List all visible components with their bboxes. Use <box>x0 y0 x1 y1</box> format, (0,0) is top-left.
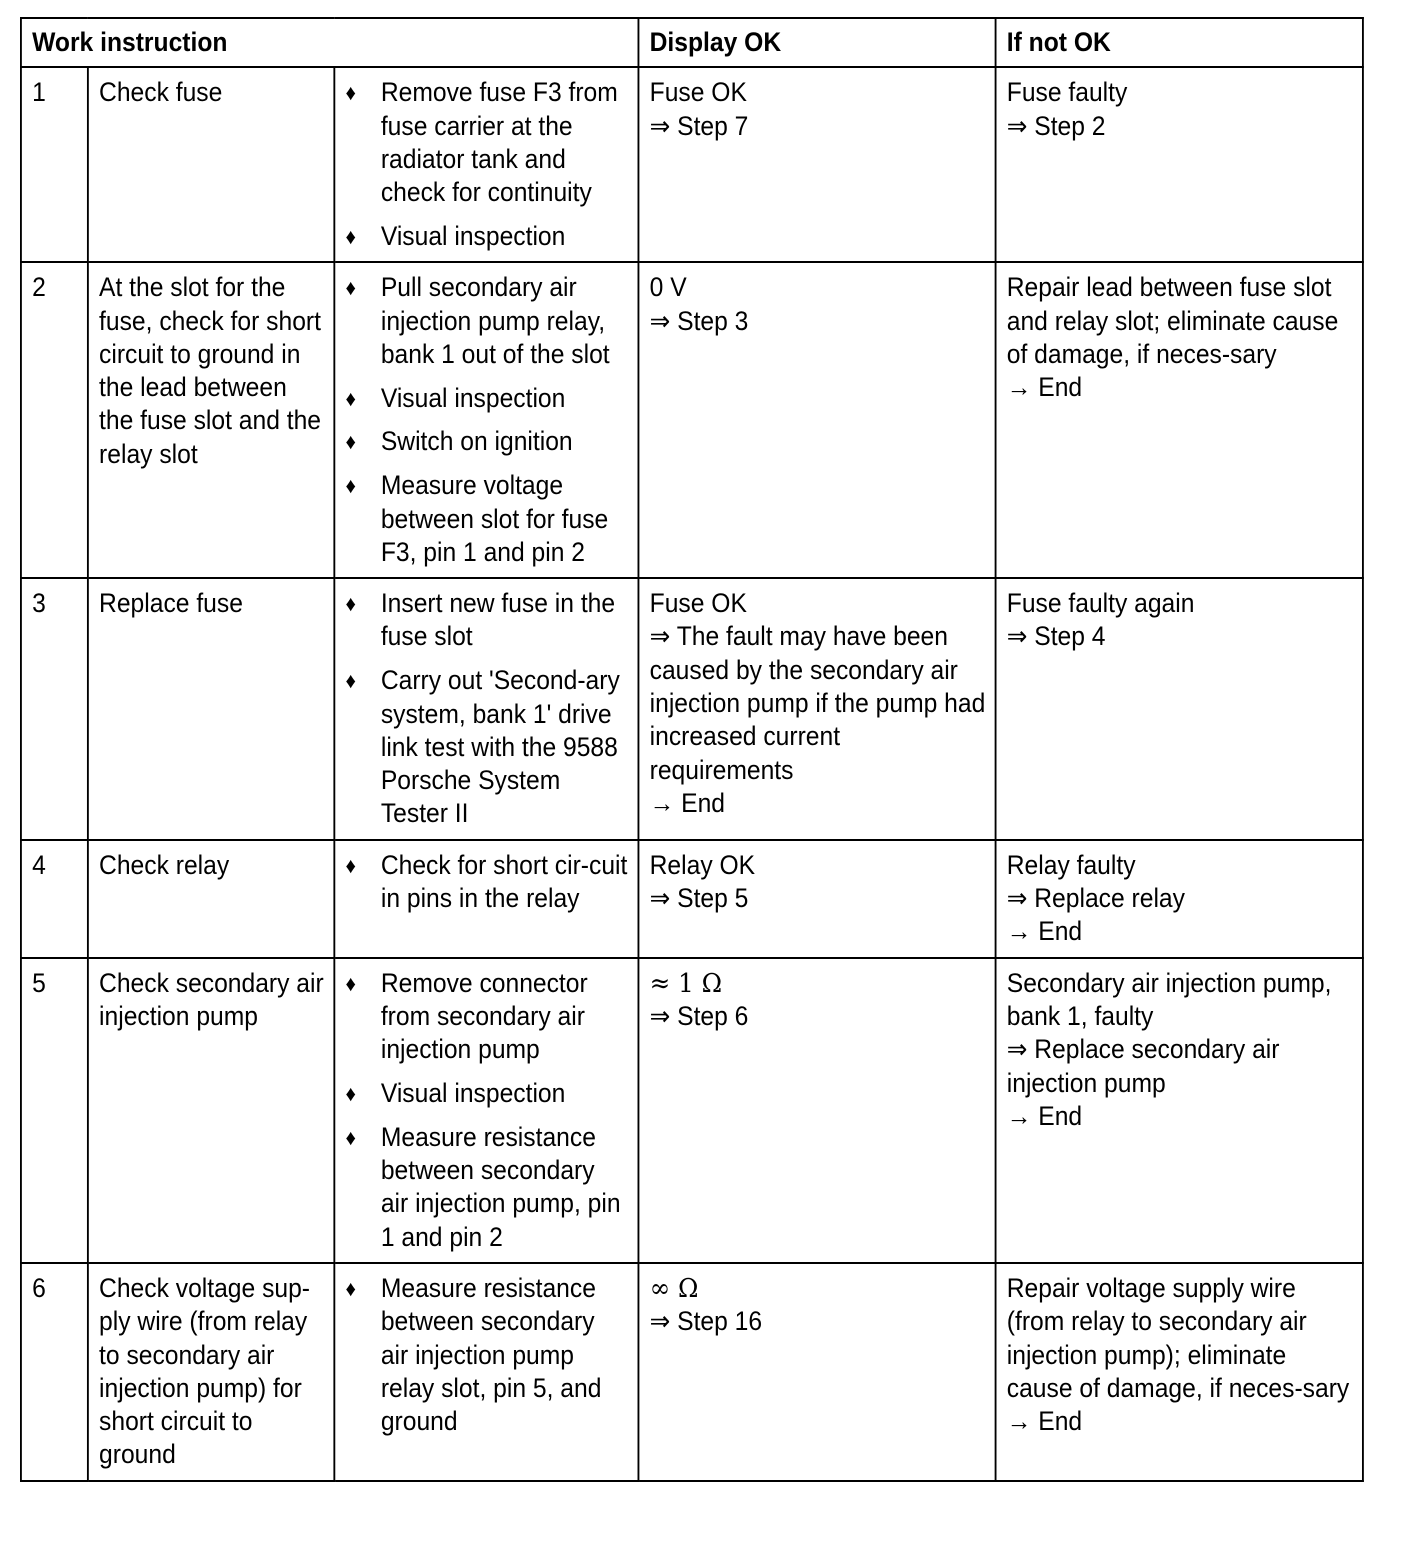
if-not-ok-cell: Fuse faulty again ⇒ Step 4 <box>996 578 1363 840</box>
table-row <box>21 578 1363 840</box>
table-row <box>21 958 1363 1263</box>
step-title: Check secondary air injection pump <box>88 958 334 1263</box>
table-row <box>21 262 1363 578</box>
work-instruction-table <box>20 17 1364 1482</box>
if-not-ok-cell: Fuse faulty ⇒ Step 2 <box>996 67 1363 262</box>
display-ok-cell: Relay OK ⇒ Step 5 <box>638 840 995 958</box>
step-actions <box>334 578 638 840</box>
diamond-bullet-icon: ♦ <box>345 591 356 617</box>
diamond-bullet-icon: ♦ <box>345 1081 356 1107</box>
diamond-bullet-icon: ♦ <box>345 385 356 411</box>
table-row <box>21 67 1363 262</box>
if-not-ok-cell: Secondary air injection pump, bank 1, faulty ⇒ Replace secondary air injection pump → End <box>996 958 1363 1263</box>
diamond-bullet-icon: ♦ <box>345 970 356 996</box>
list-item: ♦ Carry out 'Second-ary system, bank 1' drive link test with the 9588 Porsche System Tester II <box>345 665 620 829</box>
diamond-bullet-icon: ♦ <box>345 275 356 301</box>
list-item: ♦ Measure voltage between slot for fuse F3, pin 1 and pin 2 <box>345 470 609 567</box>
step-number: 5 <box>21 958 88 1263</box>
if-not-ok-cell: Relay faulty ⇒ Replace relay → End <box>996 840 1363 958</box>
step-number: 6 <box>21 1263 88 1481</box>
list-item: ♦ Pull secondary air injection pump relay, bank 1 out of the slot <box>345 272 610 369</box>
table-header-row <box>21 18 1363 67</box>
step-actions <box>334 1263 638 1481</box>
if-not-ok-cell: Repair lead between fuse slot and relay slot; eliminate cause of damage, if neces-sary → End <box>996 262 1363 578</box>
diamond-bullet-icon: ♦ <box>345 429 356 455</box>
list-item: ♦ Visual inspection <box>346 1077 629 1110</box>
diamond-bullet-icon: ♦ <box>345 1124 356 1150</box>
header-display-ok: Display OK <box>638 18 995 67</box>
display-ok-cell: ∞ Ω ⇒ Step 16 <box>638 1263 995 1481</box>
diamond-bullet-icon: ♦ <box>345 852 356 878</box>
step-actions <box>334 840 638 958</box>
step-title: Replace fuse <box>88 578 334 840</box>
display-ok-cell: Fuse OK ⇒ The fault may have been caused by the secondary air injection pump if the pump had increased current requirements → End <box>638 578 995 840</box>
list-item: ♦ Switch on ignition <box>346 425 629 458</box>
list-item: ♦ Visual inspection <box>346 220 629 253</box>
step-number: 1 <box>21 67 88 262</box>
step-number: 4 <box>21 840 88 958</box>
list-item: ♦ Check for short cir-cuit in pins in the relay <box>345 849 628 914</box>
list-item: ♦ Insert new fuse in the fuse slot <box>345 588 616 652</box>
diamond-bullet-icon: ♦ <box>345 80 356 106</box>
step-actions <box>334 67 638 262</box>
step-actions <box>334 262 638 578</box>
display-ok-cell: Fuse OK ⇒ Step 7 <box>638 67 995 262</box>
if-not-ok-cell: Repair voltage supply wire (from relay to secondary air injection pump); eliminate cause of damage, if neces-sary → End <box>996 1263 1363 1481</box>
step-actions <box>334 958 638 1263</box>
step-number: 2 <box>21 262 88 578</box>
header-if-not-ok: If not OK <box>996 18 1363 67</box>
diamond-bullet-icon: ♦ <box>345 473 356 499</box>
header-work-instruction: Work instruction <box>21 18 639 67</box>
display-ok-cell: 0 V ⇒ Step 3 <box>638 262 995 578</box>
step-title: Check voltage sup-ply wire (from relay to secondary air injection pump) for short circuit to ground <box>88 1263 334 1481</box>
table-row <box>21 840 1363 958</box>
table-row <box>21 1263 1363 1481</box>
step-number: 3 <box>21 578 88 840</box>
step-title: Check fuse <box>88 67 334 262</box>
diamond-bullet-icon: ♦ <box>345 223 356 249</box>
step-title: At the slot for the fuse, check for short circuit to ground in the lead between the fuse slot and the relay slot <box>88 262 334 578</box>
list-item: ♦ Remove connector from secondary air injection pump <box>345 967 588 1065</box>
diamond-bullet-icon: ♦ <box>345 1276 356 1301</box>
list-item: ♦ Measure resistance between secondary air injection pump relay slot, pin 5, and ground <box>345 1273 602 1437</box>
display-ok-cell: ≈ 1 Ω ⇒ Step 6 <box>638 958 995 1263</box>
step-title: Check relay <box>88 840 334 958</box>
list-item: ♦ Visual inspection <box>346 382 629 415</box>
list-item: ♦ Measure resistance between secondary air injection pump, pin 1 and pin 2 <box>345 1121 621 1252</box>
diamond-bullet-icon: ♦ <box>345 668 356 694</box>
list-item: ♦ Remove fuse F3 from fuse carrier at the radiator tank and check for continuity <box>345 77 618 208</box>
